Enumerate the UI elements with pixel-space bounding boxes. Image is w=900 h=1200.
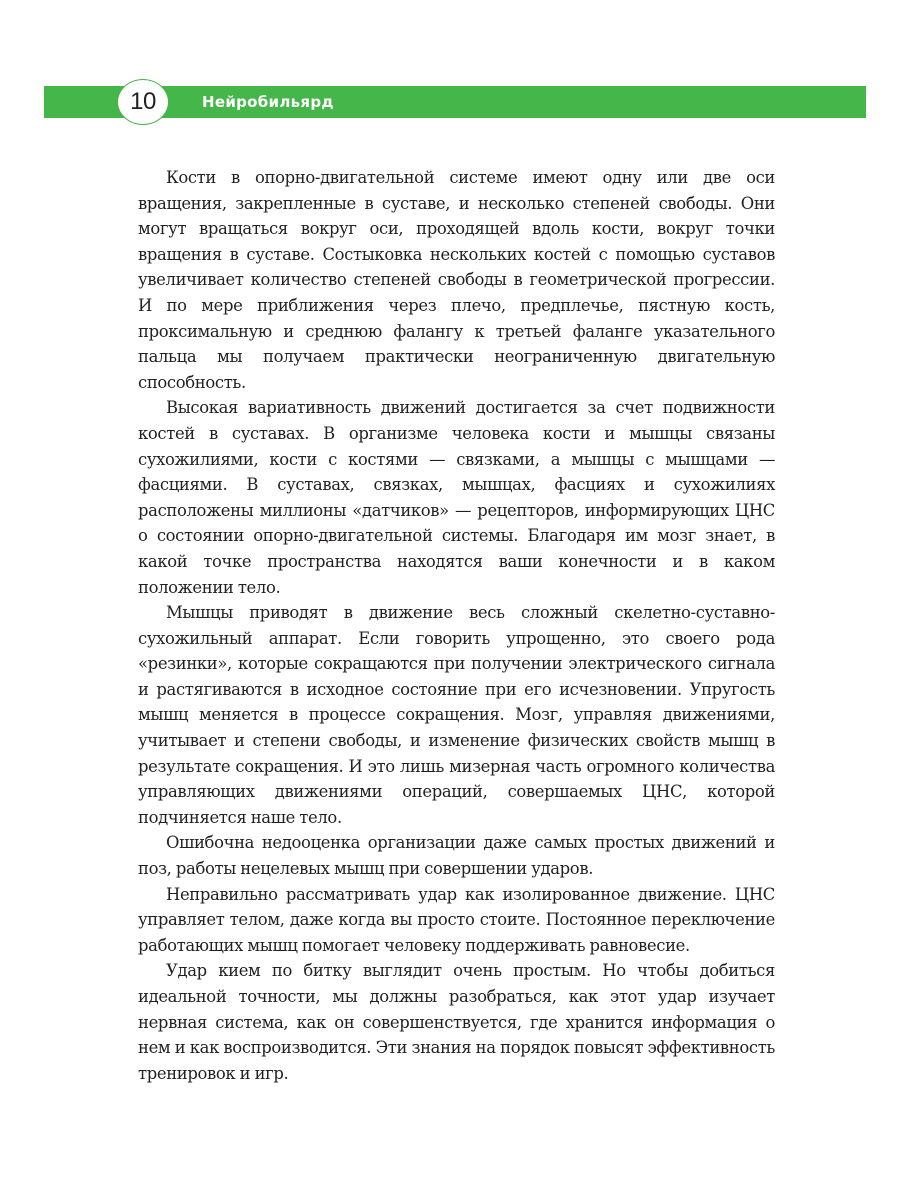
paragraph-6: Удар кием по битку выглядит очень простым. Но чтобы добиться идеальной точности, мы должны разобраться, как этот удар изучает нервная система, как он совершенствуется, где хранится информация о нем и как воспроизводится. Эти знания на порядок повысят эффективность тренировок и игр. <box>138 961 775 1083</box>
body-text <box>138 165 775 1086</box>
page-number-badge <box>117 79 169 125</box>
paragraph-3: Мышцы приводят в движение весь сложный скелетно-суставно-сухожильный аппарат. Если говорить упрощенно, это своего рода «резинки», которые сокращаются при получении электрического сигнала и растягиваются в исходное состояние при его исчезновении. Упругость мышц меняется в процессе сокращения. Мозг, управляя движениями, учитывает и степени свободы, и изменение физических свойств мышц в результате сокращения. И это лишь мизерная часть огромного количества управляющих движениями операций, совершаемых ЦНС, которой подчиняется наше тело. <box>138 603 775 827</box>
paragraph-1: Кости в опорно-двигательной системе имеют одну или две оси вращения, закрепленные в суставе, и несколько степеней свободы. Они могут вращаться вокруг оси, проходящей вдоль кости, вокруг точки вращения в суставе. Состыковка нескольких костей с помощью суставов увеличивает количество степеней свободы в геометрической прогрессии. И по мере приближения через плечо, предплечье, пястную кость, проксимальную и среднюю фалангу к третьей фаланге указательного пальца мы получаем практически неограниченную двигательную способность. <box>138 168 775 392</box>
running-title: Нейробильярд <box>202 93 334 111</box>
paragraph-5: Неправильно рассматривать удар как изолированное движение. ЦНС управляет телом, даже когда вы просто стоите. Постоянное переключение работающих мышц помогает человеку поддерживать равновесие. <box>138 884 775 955</box>
paragraph-2: Высокая вариативность движений достигается за счет подвижности костей в суставах. В организме человека кости и мышцы связаны сухожилиями, кости с костями — связками, а мышцы с мышцами — фасциями. В суставах, связках, мышцах, фасциях и сухожилиях расположены миллионы «датчиков» — рецепторов, информирующих ЦНС о состоянии опорно-двигательной системы. Благодаря им мозг знает, в какой точке пространства находятся ваши конечности и в каком положении тело. <box>138 398 775 597</box>
paragraph-4: Ошибочна недооценка организации даже самых простых движений и поз, работы нецелевых мышц при совершении ударов. <box>138 833 775 879</box>
page-number: 10 <box>130 88 156 115</box>
